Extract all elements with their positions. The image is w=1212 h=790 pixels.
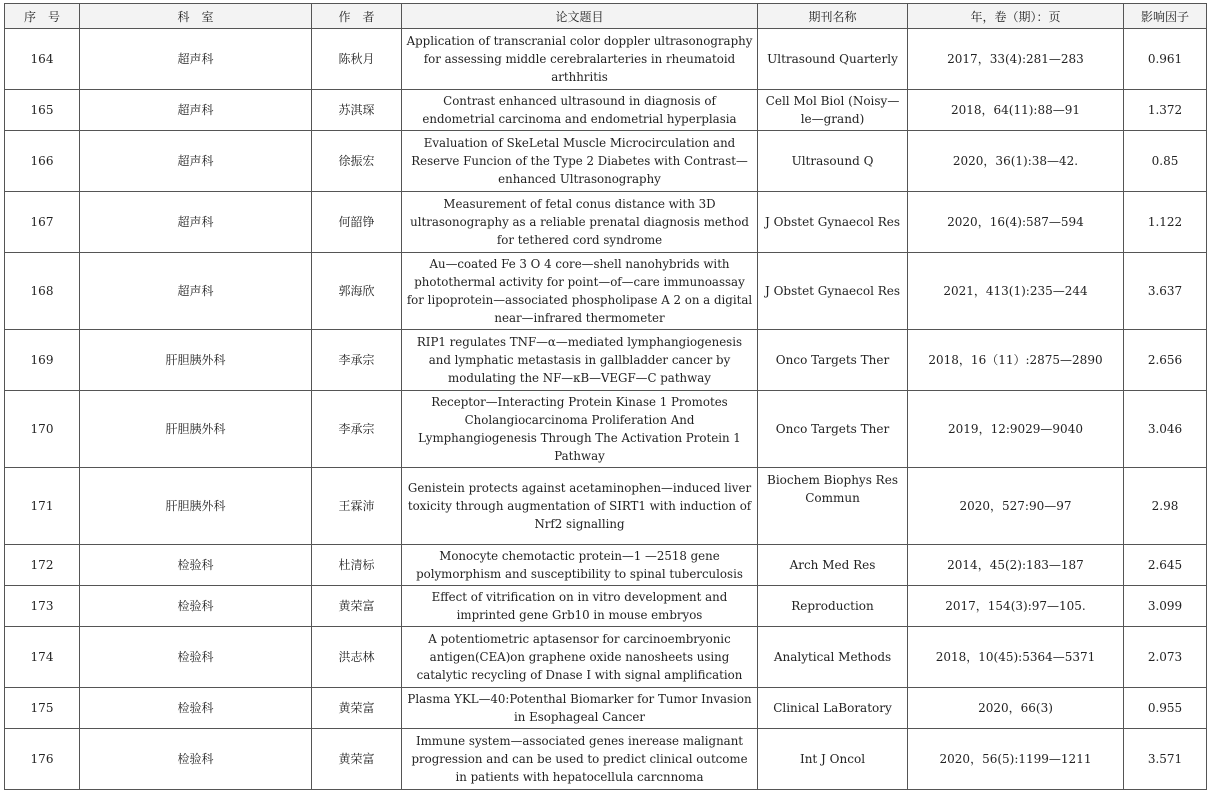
cell-title: Plasma YKL—40:Potenthal Biomarker for Tumor Invasion in Esophageal Cancer xyxy=(402,688,758,729)
cell-journal: Onco Targets Ther xyxy=(758,391,908,468)
cell-impact: 0.955 xyxy=(1124,688,1207,729)
cell-author: 黄荣富 xyxy=(312,729,402,790)
header-impact: 影响因子 xyxy=(1124,4,1207,29)
cell-dept: 检验科 xyxy=(80,545,312,586)
cell-citation: 2018，10(45):5364—5371 xyxy=(908,627,1124,688)
cell-impact: 1.372 xyxy=(1124,90,1207,131)
header-dept: 科 室 xyxy=(80,4,312,29)
cell-journal: J Obstet Gynaecol Res xyxy=(758,192,908,253)
header-journal: 期刊名称 xyxy=(758,4,908,29)
cell-author: 李承宗 xyxy=(312,330,402,391)
cell-dept: 肝胆胰外科 xyxy=(80,330,312,391)
cell-title: A potentiometric aptasensor for carcinoembryonic antigen(CEA)on graphene oxide nanosheets using catalytic recycling of Dnase I with signal amplification xyxy=(402,627,758,688)
table-row xyxy=(5,29,1207,90)
cell-citation: 2020，527:90—97 xyxy=(908,468,1124,545)
cell-title: Genistein protects against acetaminophen—induced liver toxicity through augmentation of SIRT1 with induction of Nrf2 signalling xyxy=(402,468,758,545)
cell-journal: Ultrasound Q xyxy=(758,131,908,192)
cell-author: 洪志林 xyxy=(312,627,402,688)
cell-citation: 2018，16（11）:2875—2890 xyxy=(908,330,1124,391)
table-row xyxy=(5,253,1207,330)
header-citation: 年，卷（期）：页 xyxy=(908,4,1124,29)
cell-citation: 2020，16(4):587—594 xyxy=(908,192,1124,253)
cell-no: 171 xyxy=(5,468,80,545)
cell-dept: 肝胆胰外科 xyxy=(80,468,312,545)
table-row xyxy=(5,545,1207,586)
cell-no: 164 xyxy=(5,29,80,90)
cell-author: 徐振宏 xyxy=(312,131,402,192)
cell-author: 郭海欣 xyxy=(312,253,402,330)
cell-no: 169 xyxy=(5,330,80,391)
header-no: 序 号 xyxy=(5,4,80,29)
cell-citation: 2020，56(5):1199—1211 xyxy=(908,729,1124,790)
table-row xyxy=(5,688,1207,729)
cell-no: 174 xyxy=(5,627,80,688)
table-row xyxy=(5,586,1207,627)
cell-journal: Reproduction xyxy=(758,586,908,627)
table-row xyxy=(5,90,1207,131)
cell-impact: 3.046 xyxy=(1124,391,1207,468)
cell-title: Au—coated Fe 3 O 4 core—shell nanohybrids with photothermal activity for point—of—care immunoassay for lipoprotein—associated phospholipase A 2 on a digital near—infrared thermometer xyxy=(402,253,758,330)
cell-author: 黄荣富 xyxy=(312,688,402,729)
cell-journal: Cell Mol Biol (Noisy—le—grand) xyxy=(758,90,908,131)
cell-author: 苏淇琛 xyxy=(312,90,402,131)
cell-title: Measurement of fetal conus distance with 3D ultrasonography as a reliable prenatal diagnosis method for tethered cord syndrome xyxy=(402,192,758,253)
cell-author: 杜清标 xyxy=(312,545,402,586)
cell-no: 167 xyxy=(5,192,80,253)
cell-author: 王霖沛 xyxy=(312,468,402,545)
cell-dept: 肝胆胰外科 xyxy=(80,391,312,468)
cell-impact: 2.073 xyxy=(1124,627,1207,688)
cell-impact: 0.85 xyxy=(1124,131,1207,192)
header-title: 论文题目 xyxy=(402,4,758,29)
cell-title: Application of transcranial color doppler ultrasonography for assessing middle cerebralarteries in rheumatoid arthhritis xyxy=(402,29,758,90)
cell-journal: J Obstet Gynaecol Res xyxy=(758,253,908,330)
cell-impact: 2.645 xyxy=(1124,545,1207,586)
cell-no: 168 xyxy=(5,253,80,330)
cell-impact: 3.099 xyxy=(1124,586,1207,627)
cell-title: Receptor—Interacting Protein Kinase 1 Promotes Cholangiocarcinoma Proliferation And Lymphangiogenesis Through The Activation Protein 1 Pathway xyxy=(402,391,758,468)
cell-citation: 2020，66(3) xyxy=(908,688,1124,729)
cell-journal: Int J Oncol xyxy=(758,729,908,790)
cell-impact: 3.637 xyxy=(1124,253,1207,330)
publications-table xyxy=(4,3,1207,790)
header-row xyxy=(5,4,1207,29)
cell-citation: 2017，154(3):97—105. xyxy=(908,586,1124,627)
cell-author: 何韶铮 xyxy=(312,192,402,253)
cell-dept: 检验科 xyxy=(80,627,312,688)
cell-citation: 2021，413(1):235—244 xyxy=(908,253,1124,330)
cell-citation: 2017，33(4):281—283 xyxy=(908,29,1124,90)
cell-title: Contrast enhanced ultrasound in diagnosis of endometrial carcinoma and endometrial hyperplasia xyxy=(402,90,758,131)
cell-journal: Clinical LaBoratory xyxy=(758,688,908,729)
cell-author: 陈秋月 xyxy=(312,29,402,90)
header-author: 作 者 xyxy=(312,4,402,29)
table-row xyxy=(5,729,1207,790)
cell-dept: 检验科 xyxy=(80,729,312,790)
cell-impact: 3.571 xyxy=(1124,729,1207,790)
cell-journal: Arch Med Res xyxy=(758,545,908,586)
table-row xyxy=(5,330,1207,391)
cell-citation: 2020，36(1):38—42. xyxy=(908,131,1124,192)
table-row xyxy=(5,391,1207,468)
cell-journal: Analytical Methods xyxy=(758,627,908,688)
table-row xyxy=(5,131,1207,192)
cell-no: 176 xyxy=(5,729,80,790)
table-row xyxy=(5,627,1207,688)
cell-journal: Ultrasound Quarterly xyxy=(758,29,908,90)
cell-citation: 2018，64(11):88—91 xyxy=(908,90,1124,131)
cell-citation: 2014，45(2):183—187 xyxy=(908,545,1124,586)
cell-author: 李承宗 xyxy=(312,391,402,468)
cell-no: 175 xyxy=(5,688,80,729)
cell-title: Evaluation of SkeLetal Muscle Microcirculation and Reserve Funcion of the Type 2 Diabetes with Contrast—enhanced Ultrasonography xyxy=(402,131,758,192)
cell-impact: 2.656 xyxy=(1124,330,1207,391)
cell-no: 165 xyxy=(5,90,80,131)
cell-dept: 超声科 xyxy=(80,29,312,90)
cell-title: RIP1 regulates TNF—α—mediated lymphangiogenesis and lymphatic metastasis in gallbladder cancer by modulating the NF—κB—VEGF—C pathway xyxy=(402,330,758,391)
cell-impact: 2.98 xyxy=(1124,468,1207,545)
cell-dept: 检验科 xyxy=(80,688,312,729)
cell-no: 172 xyxy=(5,545,80,586)
cell-journal: Biochem Biophys Res Commun xyxy=(758,468,908,545)
cell-no: 170 xyxy=(5,391,80,468)
cell-dept: 检验科 xyxy=(80,586,312,627)
table-row xyxy=(5,192,1207,253)
cell-title: Immune system—associated genes inerease malignant progression and can be used to predict clinical outcome in patients with hepatocellula carcnnoma xyxy=(402,729,758,790)
cell-dept: 超声科 xyxy=(80,131,312,192)
cell-journal: Onco Targets Ther xyxy=(758,330,908,391)
cell-dept: 超声科 xyxy=(80,192,312,253)
cell-dept: 超声科 xyxy=(80,253,312,330)
cell-author: 黄荣富 xyxy=(312,586,402,627)
cell-title: Monocyte chemotactic protein—1 —2518 gene polymorphism and susceptibility to spinal tuberculosis xyxy=(402,545,758,586)
cell-dept: 超声科 xyxy=(80,90,312,131)
table-row xyxy=(5,468,1207,545)
cell-impact: 0.961 xyxy=(1124,29,1207,90)
cell-no: 166 xyxy=(5,131,80,192)
cell-no: 173 xyxy=(5,586,80,627)
cell-title: Effect of vitrification on in vitro development and imprinted gene Grb10 in mouse embryos xyxy=(402,586,758,627)
cell-impact: 1.122 xyxy=(1124,192,1207,253)
cell-citation: 2019，12:9029—9040 xyxy=(908,391,1124,468)
